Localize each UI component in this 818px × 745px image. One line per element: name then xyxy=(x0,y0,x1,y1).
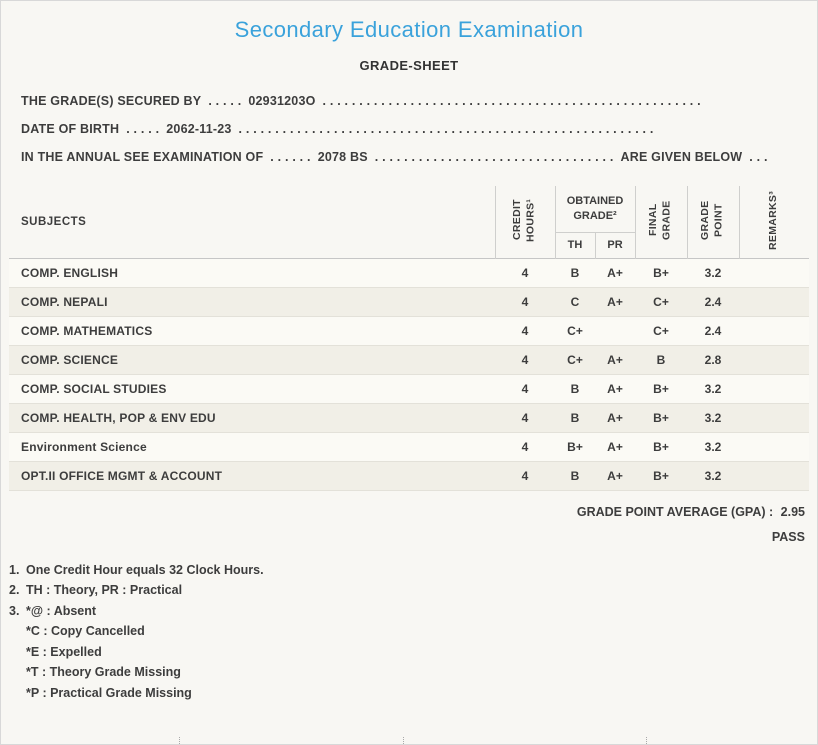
credit-hours-cell: 4 xyxy=(495,316,555,345)
practical-grade-cell: A+ xyxy=(595,403,635,432)
dot-leader: . . . . . xyxy=(208,94,242,108)
practical-grade-cell: A+ xyxy=(595,374,635,403)
footnote-sub-item: *T : Theory Grade Missing xyxy=(26,665,181,679)
footnote-number: 2. xyxy=(9,583,20,597)
dot-mid: . . . . . . . . . . . . . . . . . . . . . . . . . . . . . . . . . xyxy=(374,150,614,164)
table-header xyxy=(9,186,809,258)
credit-hours-vertical-label: CREDIT HOURS¹ xyxy=(511,198,537,242)
grade-point-cell: 3.2 xyxy=(687,403,739,432)
remarks-cell xyxy=(739,345,809,374)
summary-section xyxy=(9,505,809,544)
gpa-line xyxy=(9,505,805,519)
result-status: PASS xyxy=(771,529,805,544)
grade-point-cell: 3.2 xyxy=(687,432,739,461)
theory-grade-cell: B+ xyxy=(555,432,595,461)
page-subtitle: GRADE-SHEET xyxy=(359,58,459,73)
theory-grade-cell: B xyxy=(555,461,595,490)
remarks-cell xyxy=(739,403,809,432)
grade-point-vertical-label: GRADE POINT xyxy=(699,200,726,240)
remarks-cell xyxy=(739,258,809,287)
column-header-theory: TH xyxy=(555,232,595,258)
credit-hours-cell: 4 xyxy=(495,461,555,490)
info-section xyxy=(21,87,807,171)
footnote-text: TH : Theory, PR : Practical xyxy=(26,583,183,597)
subject-cell: COMP. SOCIAL STUDIES xyxy=(9,374,495,403)
credit-hours-cell: 4 xyxy=(495,403,555,432)
info-line-date-of-birth xyxy=(21,115,807,143)
dot-leader: . . . . . xyxy=(126,122,160,136)
remarks-cell xyxy=(739,461,809,490)
table-row xyxy=(9,258,809,287)
remarks-cell xyxy=(739,374,809,403)
subject-cell: COMP. NEPALI xyxy=(9,287,495,316)
credit-hours-cell: 4 xyxy=(495,374,555,403)
footnote-number: 1. xyxy=(9,562,20,577)
info-line-examination xyxy=(21,143,807,171)
remarks-cell xyxy=(739,287,809,316)
date-of-birth-value: 2062-11-23 xyxy=(166,122,232,136)
examination-suffix: ARE GIVEN BELOW xyxy=(620,150,743,164)
secured-by-label: THE GRADE(S) SECURED BY xyxy=(21,94,202,108)
table-row xyxy=(9,403,809,432)
remarks-cell xyxy=(739,432,809,461)
column-header-obtained-grade: OBTAINED GRADE² xyxy=(555,186,635,232)
dot-trailer: . . . . . . . . . . . . . . . . . . . . . . . . . . . . . . . . . . . . . . . . . . . . . . . . . . . . xyxy=(322,94,701,108)
signature-column-tick xyxy=(646,737,647,744)
credit-hours-cell: 4 xyxy=(495,287,555,316)
footnote-item xyxy=(9,601,809,704)
credit-hours-cell: 4 xyxy=(495,432,555,461)
grades-tbody xyxy=(9,258,809,490)
footnote-text: One Credit Hour equals 32 Clock Hours. xyxy=(26,562,264,577)
table-row xyxy=(9,432,809,461)
final-grade-cell: B+ xyxy=(635,374,687,403)
final-grade-vertical-label: FINAL GRADE xyxy=(647,200,674,240)
examination-label: IN THE ANNUAL SEE EXAMINATION OF xyxy=(21,150,264,164)
footnote-main xyxy=(9,601,809,622)
grade-point-cell: 2.8 xyxy=(687,345,739,374)
gpa-value: 2.95 xyxy=(780,504,805,519)
footnote-main xyxy=(9,560,809,581)
subject-cell: Environment Science xyxy=(9,432,495,461)
final-grade-cell: B+ xyxy=(635,403,687,432)
table-row xyxy=(9,345,809,374)
practical-grade-cell: A+ xyxy=(595,432,635,461)
footnote-text: *@ : Absent xyxy=(26,603,97,618)
final-grade-cell: B+ xyxy=(635,461,687,490)
gpa-label: GRADE POINT AVERAGE (GPA) : xyxy=(576,504,774,519)
footnote-sub-item: *C : Copy Cancelled xyxy=(26,624,145,638)
examination-year-value: 2078 BS xyxy=(317,150,368,164)
grade-point-cell: 3.2 xyxy=(687,258,739,287)
grades-table xyxy=(9,186,809,491)
theory-grade-cell: C xyxy=(555,287,595,316)
footnote-sub-item: *E : Expelled xyxy=(26,644,102,659)
table-row xyxy=(9,461,809,490)
signature-column-tick xyxy=(179,737,180,744)
dot-leader: . . . . . . xyxy=(270,150,311,164)
symbol-number-value: 02931203O xyxy=(248,94,316,108)
dot-trailer: . . . . . . . . . . . . . . . . . . . . . . . . . . . . . . . . . . . . . . . . . . . . . . . . . . . . . . . . . xyxy=(238,122,654,136)
practical-grade-cell: A+ xyxy=(595,258,635,287)
theory-grade-cell: B xyxy=(555,258,595,287)
column-header-credit-hours xyxy=(495,186,555,258)
info-line-secured-by xyxy=(21,87,807,115)
subject-cell: COMP. HEALTH, POP & ENV EDU xyxy=(9,403,495,432)
column-header-remarks xyxy=(739,186,809,258)
subject-cell: OPT.II OFFICE MGMT & ACCOUNT xyxy=(9,461,495,490)
remarks-vertical-label: REMARKS³ xyxy=(767,190,780,250)
footnote-main xyxy=(9,580,809,601)
subject-cell: COMP. ENGLISH xyxy=(9,258,495,287)
practical-grade-cell: A+ xyxy=(595,287,635,316)
footnote-item xyxy=(9,560,809,581)
footnote-sub-item: *P : Practical Grade Missing xyxy=(26,685,192,700)
table-row xyxy=(9,316,809,345)
theory-grade-cell: B xyxy=(555,403,595,432)
page-title: Secondary Education Examination xyxy=(234,17,584,42)
grade-point-cell: 2.4 xyxy=(687,287,739,316)
dot-trailer: . . . xyxy=(749,150,768,164)
credit-hours-cell: 4 xyxy=(495,258,555,287)
theory-grade-cell: C+ xyxy=(555,345,595,374)
practical-grade-cell xyxy=(595,316,635,345)
credit-hours-cell: 4 xyxy=(495,345,555,374)
final-grade-cell: C+ xyxy=(635,287,687,316)
footnote-number: 3. xyxy=(9,603,20,618)
final-grade-cell: B xyxy=(635,345,687,374)
practical-grade-cell: A+ xyxy=(595,461,635,490)
subject-cell: COMP. SCIENCE xyxy=(9,345,495,374)
table-row xyxy=(9,287,809,316)
grade-point-cell: 3.2 xyxy=(687,461,739,490)
column-header-subjects: SUBJECTS xyxy=(21,215,87,228)
footnote-item xyxy=(9,580,809,601)
table-row xyxy=(9,374,809,403)
date-of-birth-label: DATE OF BIRTH xyxy=(21,122,120,136)
column-header-grade-point xyxy=(687,186,739,258)
theory-grade-cell: C+ xyxy=(555,316,595,345)
grade-point-cell: 3.2 xyxy=(687,374,739,403)
final-grade-cell: B+ xyxy=(635,258,687,287)
subject-cell: COMP. MATHEMATICS xyxy=(9,316,495,345)
footnote-sub-list xyxy=(26,621,809,703)
footnotes xyxy=(9,560,809,704)
final-grade-cell: C+ xyxy=(635,316,687,345)
grade-point-cell: 2.4 xyxy=(687,316,739,345)
column-header-final-grade xyxy=(635,186,687,258)
remarks-cell xyxy=(739,316,809,345)
theory-grade-cell: B xyxy=(555,374,595,403)
practical-grade-cell: A+ xyxy=(595,345,635,374)
result-line xyxy=(9,530,805,544)
final-grade-cell: B+ xyxy=(635,432,687,461)
signature-column-tick xyxy=(403,737,404,744)
column-header-practical: PR xyxy=(595,232,635,258)
